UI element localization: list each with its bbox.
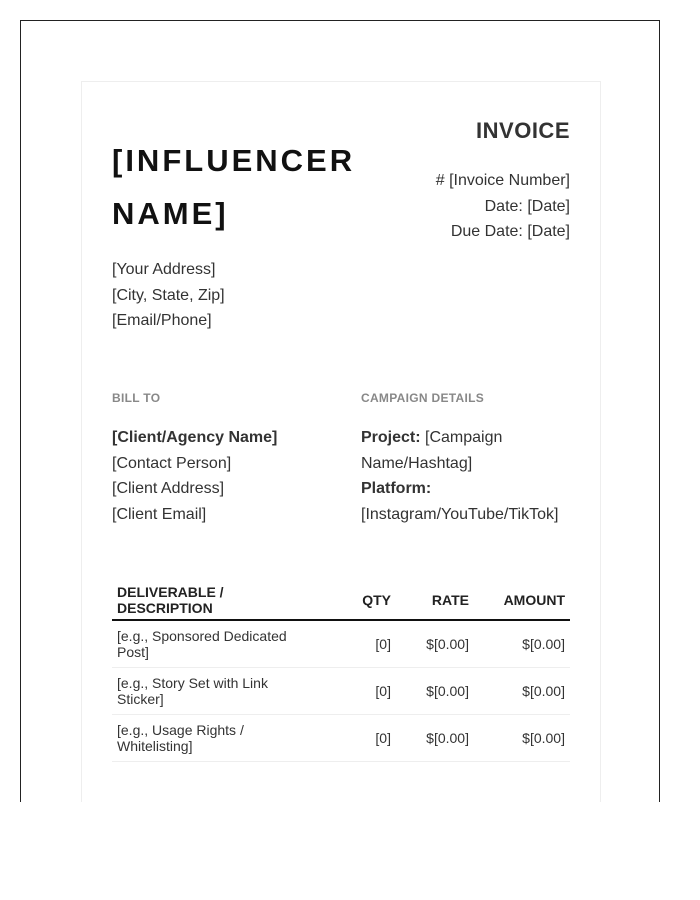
sender-address [112, 257, 352, 334]
project-label: Project: [361, 429, 421, 446]
row-amount: $[0.00] [474, 620, 570, 668]
sender-address-line: [Your Address] [112, 261, 216, 278]
row-rate: $[0.00] [396, 715, 474, 762]
platform-value: [Instagram/YouTube/TikTok] [361, 505, 559, 523]
contact-person: [Contact Person] [112, 454, 232, 472]
row-qty: [0] [316, 715, 396, 762]
row-description: [e.g., Sponsored Dedicated Post] [112, 620, 316, 668]
row-amount: $[0.00] [474, 668, 570, 715]
row-qty: [0] [316, 668, 396, 715]
header-amount: AMOUNT [474, 581, 570, 620]
platform-label: Platform: [361, 480, 432, 498]
header-rate: RATE [396, 581, 474, 620]
project-value: [Campaign Name/Hashtag] [361, 429, 503, 472]
deliverables-table [112, 581, 570, 762]
invoice-header [420, 116, 570, 245]
project-line [361, 425, 576, 476]
invoice-due-date: Due Date: [Date] [450, 223, 570, 241]
row-rate: $[0.00] [396, 620, 474, 668]
row-description: [e.g., Usage Rights / Whitelisting] [112, 715, 316, 762]
campaign-details-label: CAMPAIGN DETAILS [361, 391, 485, 405]
bill-to-block [112, 425, 342, 527]
invoice-title: INVOICE [476, 118, 570, 143]
invoice-date: Date: [Date] [484, 197, 570, 215]
client-address: [Client Address] [112, 480, 225, 498]
row-amount: $[0.00] [474, 715, 570, 762]
header-qty: QTY [316, 581, 396, 620]
row-qty: [0] [316, 620, 396, 668]
invoice-number: # [Invoice Number] [435, 172, 570, 189]
bill-to-label: BILL TO [112, 391, 161, 405]
row-rate: $[0.00] [396, 668, 474, 715]
sender-city-line: [City, State, Zip] [112, 286, 225, 304]
table-row [112, 668, 570, 715]
sender-contact-line: [Email/Phone] [112, 312, 212, 330]
row-description: [e.g., Story Set with Link Sticker] [112, 668, 316, 715]
header-description: DELIVERABLE / DESCRIPTION [112, 581, 316, 620]
platform-line [361, 476, 576, 527]
invoice-meta [420, 168, 570, 245]
table-row [112, 620, 570, 668]
table-row [112, 715, 570, 762]
campaign-details-block [361, 425, 576, 527]
table-header-row [112, 581, 570, 620]
client-name: [Client/Agency Name] [112, 429, 278, 446]
client-email: [Client Email] [112, 505, 207, 523]
influencer-name: [INFLUENCER NAME] [112, 143, 356, 231]
